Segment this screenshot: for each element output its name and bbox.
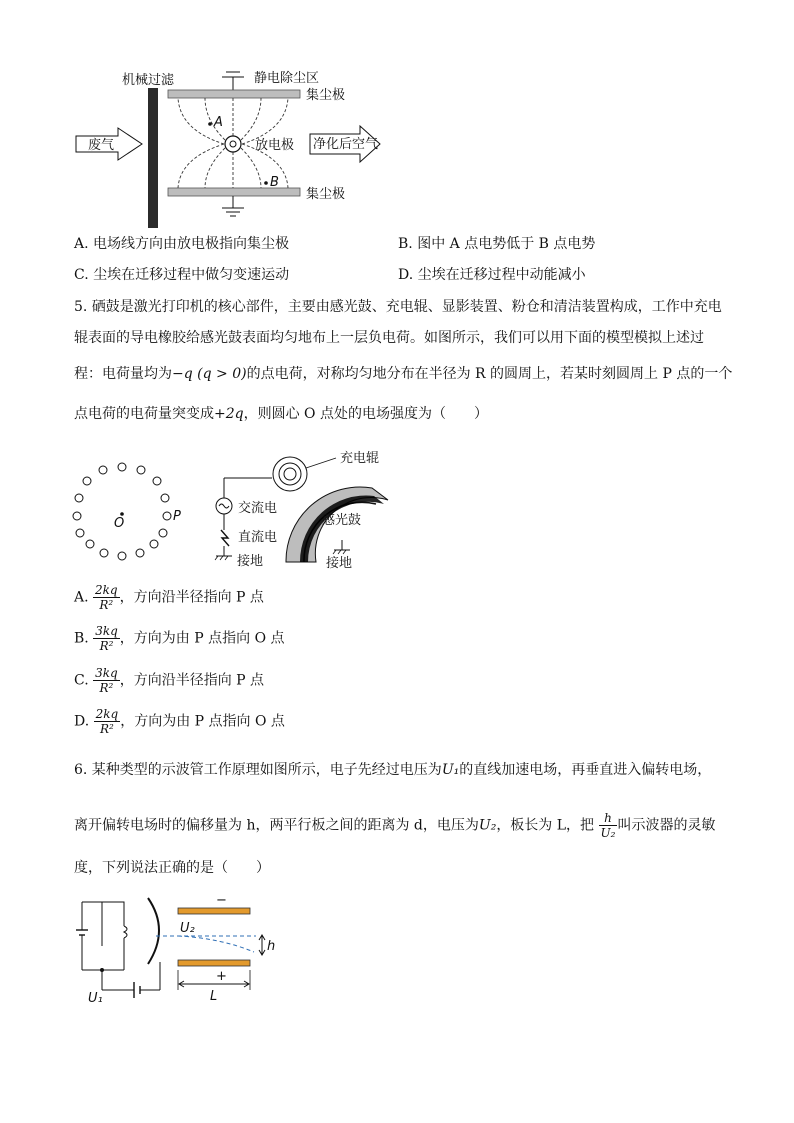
option-letter: D.: [398, 267, 414, 283]
math-span: U₂: [478, 817, 497, 834]
fraction-num: 3kq: [95, 624, 118, 638]
fraction: [94, 707, 121, 736]
point-b: B: [270, 175, 279, 190]
fraction-den: R²: [99, 639, 114, 653]
fraction-num: 2kq: [95, 583, 118, 597]
u1-label: U₁: [88, 991, 103, 1006]
l-label: L: [210, 989, 218, 1004]
point-p: P: [173, 509, 181, 524]
u2-label: U₂: [180, 921, 195, 936]
q6-line-2: [74, 811, 715, 840]
text-span: 程：电荷量均为: [74, 366, 172, 382]
math-span: −q (q > 0): [172, 366, 247, 382]
text-span: 叫示波器的灵敏: [617, 817, 716, 834]
exhaust-label: 废气: [88, 138, 115, 153]
option-text: 尘埃在迁移过程中做匀变速运动: [93, 267, 290, 283]
q4-option-b: [398, 234, 595, 254]
fraction: [93, 624, 120, 653]
text-span: ，则圆心 O 点处的电场强度为（ ）: [243, 406, 488, 422]
plate-top: [178, 908, 250, 914]
text-span: 6. 某种类型的示波管工作原理如图所示，电子先经过电压为: [74, 762, 442, 778]
anode: [148, 898, 159, 964]
fraction-den: U₂: [600, 826, 616, 840]
option-text: ，方向沿半径指向 P 点: [119, 589, 264, 606]
option-letter: A.: [74, 236, 89, 252]
option-letter: C.: [74, 672, 89, 689]
q5-line-1: 5. 硒鼓是激光打印机的核心部件，主要由感光鼓、充电辊、显影装置、粉仓和清洁装置构成，工作中充电: [74, 299, 722, 315]
roller-label: 充电辊: [340, 451, 380, 466]
collector-top-label: 集尘极: [306, 88, 346, 103]
minus-sign: −: [216, 893, 227, 908]
q5-option-c: [74, 666, 264, 695]
collector-bottom-label: 集尘极: [306, 187, 346, 202]
option-text: ，方向沿半径指向 P 点: [119, 672, 265, 689]
q5-line-3: [74, 364, 732, 384]
drum-label: 感光鼓: [322, 513, 362, 528]
point-a: A: [214, 115, 223, 130]
fraction-den: R²: [99, 598, 114, 612]
option-letter: C.: [74, 267, 89, 283]
ac-label: 交流电: [238, 501, 278, 516]
text-span: ，板长为 L，把: [496, 817, 595, 834]
collector-bottom: [168, 188, 300, 196]
option-text: 电场线方向由放电极指向集尘极: [93, 236, 290, 252]
plus-sign: +: [216, 969, 227, 984]
fraction-num: 2kq: [95, 707, 119, 721]
q6-line-1: [74, 760, 711, 780]
fraction-num: h: [599, 811, 618, 826]
fraction-num: 3kq: [95, 666, 118, 680]
option-text: ，方向为由 P 点指向 O 点: [119, 630, 285, 647]
fraction: [599, 811, 618, 840]
dc-label: 直流电: [238, 530, 278, 545]
text-span: 的直线加速电场，再垂直进入偏转电场，: [459, 762, 712, 778]
filter-bar: [148, 88, 158, 228]
q6-line-3: 度，下列说法正确的是（ ）: [74, 860, 270, 876]
h-label: h: [267, 939, 276, 954]
ground-label-2: 接地: [326, 556, 353, 571]
math-span: +2q: [214, 406, 244, 422]
q5-option-d: [74, 707, 285, 736]
option-letter: B.: [398, 236, 413, 252]
text-span: 的点电荷，对称均匀地分布在半径为 R 的圆周上，若某时刻圆周上 P 点的一个: [246, 366, 733, 382]
fraction-den: R²: [99, 681, 114, 695]
fraction: [93, 583, 120, 612]
option-letter: A.: [74, 589, 89, 606]
math-span: U₁: [441, 762, 460, 778]
filter-label: 机械过滤: [122, 73, 175, 88]
plate-bottom: [178, 960, 250, 966]
collector-top: [168, 90, 300, 98]
q4-option-a: [74, 234, 289, 254]
text-span: 离开偏转电场时的偏移量为 h，两平行板之间的距离为 d，电压为: [74, 817, 479, 834]
q4-option-d: [398, 265, 586, 285]
center-o: O: [114, 516, 125, 531]
option-text: 图中 A 点电势低于 B 点电势: [417, 236, 596, 252]
q5-line-2: 辊表面的导电橡胶给感光鼓表面均匀地布上一层负电荷。如图所示，我们可以用下面的模型模拟上述过: [74, 330, 704, 346]
charge-ring: [73, 463, 171, 560]
option-text: 尘埃在迁移过程中动能减小: [417, 267, 586, 283]
discharge-label: 放电极: [255, 138, 295, 153]
q5-line-4: [74, 404, 488, 424]
q5-option-a: [74, 583, 264, 612]
q4-option-c: [74, 265, 289, 285]
text-span: 点电荷的电荷量突变成: [74, 406, 214, 422]
fraction: [93, 666, 120, 695]
ground-label-1: 接地: [237, 554, 264, 569]
fraction-den: R²: [100, 722, 114, 736]
clean-air-label: 净化后空气: [313, 137, 379, 152]
option-letter: B.: [74, 630, 89, 647]
option-letter: D.: [74, 713, 90, 730]
dust-zone-label: 静电除尘区: [254, 71, 320, 86]
option-text: ，方向为由 P 点指向 O 点: [120, 713, 285, 730]
q5-option-b: [74, 624, 285, 653]
